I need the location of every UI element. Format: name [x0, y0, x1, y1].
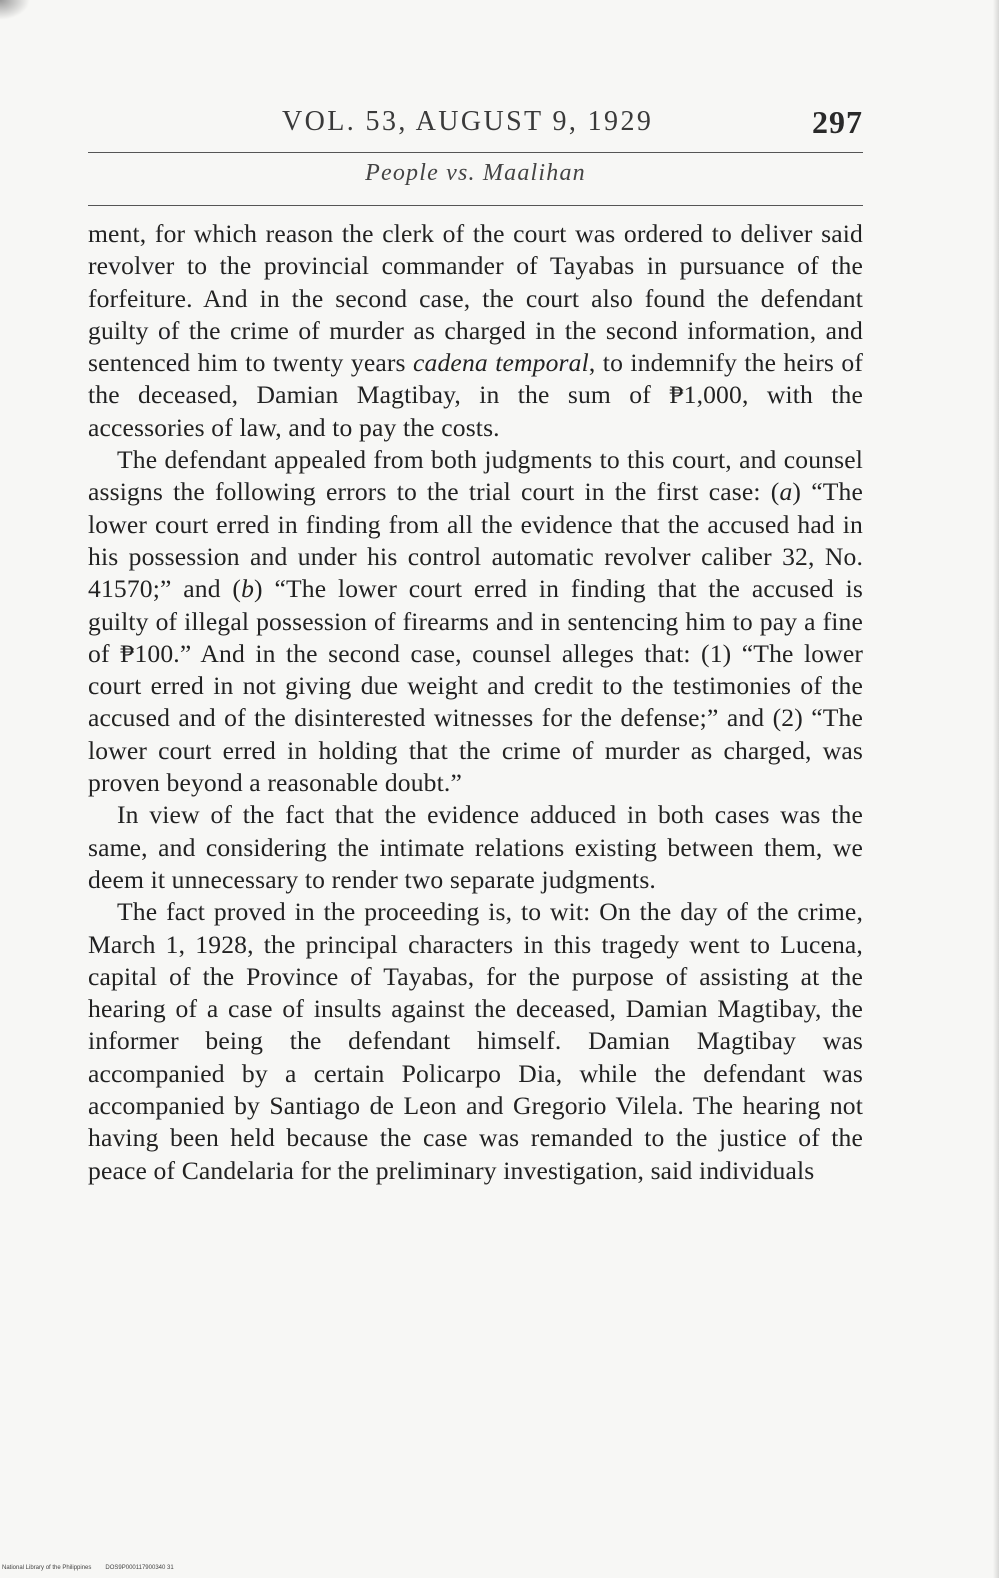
body-text — [88, 218, 863, 1187]
volume-date: VOL. 53, AUGUST 9, 1929 — [282, 106, 654, 137]
paragraph-4: The fact proved in the proceeding is, to wit: On the day of the crime, March 1, 1928, the principal characters in this tragedy went to Lucena, capital of the Province of Tayabas, for the purpose of assisting at the hearing of a case of insults against the deceased, Damian Magtibay, the informer being the defendant himself. Damian Magtibay was accompanied by a certain Policarpo Dia, while the defendant was accompanied by Santiago de Leon and Gregorio Vilela. The hearing not having been held because the case was remanded to the justice of the peace of Candelaria for the preliminary investigation, said individuals — [88, 897, 863, 1185]
page-number: 297 — [812, 104, 863, 140]
case-title: People vs. Maalihan — [365, 160, 586, 186]
footer-code: DOS9P000117900340 31 — [105, 1565, 174, 1571]
header-rule-top — [88, 152, 863, 153]
footer-credit — [2, 1565, 188, 1571]
paragraph-2-letter-a: a — [779, 477, 793, 507]
paragraph-3: In view of the fact that the evidence adduced in both cases was the same, and considering the intimate relations existing between them, we deem it unnecessary to render two separate judgments. — [88, 800, 863, 894]
paragraph-1-text: ment, for which reason the clerk of the court was ordered to deliver said revolver to the provincial commander of Tayabas in pursuance of the forfeiture. And in the second case, the court also found the defendant guilty of the crime of murder as charged in the second information, and sentenced him to twenty years — [88, 219, 863, 378]
scan-corner-shadow — [0, 0, 30, 20]
paragraph-2-text-b: ) “The lower court erred in finding from all the evidence that the accused had in his possession and under his control automatic revolver caliber 32, No. 41570;” and ( — [88, 477, 863, 604]
running-head — [88, 106, 863, 146]
paragraph-1 — [88, 218, 863, 444]
paragraph-2-text-c: ) “The lower court erred in finding that the accused is guilty of illegal possession of firearms and in sentencing him to pay a fine of ₱100.” And in the second case, counsel alleges that: (1) “The lower court erred in not giving due weight and credit to the testimonies of the accused and of the disinterested witnesses for the defense;” and (2) “The lower court erred in holding that the crime of murder as charged, was proven beyond a reasonable doubt.” — [88, 574, 863, 798]
footer-library: National Library of the Philippines — [2, 1565, 92, 1571]
scan-right-edge — [993, 0, 999, 1578]
paragraph-2-letter-b: b — [241, 574, 255, 604]
header-rule-bottom — [88, 205, 863, 206]
paragraph-1-text-end: , to indemnify the heirs of the deceased, Damian Magtibay, in the sum of ₱1,000, with the accessories of law, and to pay the costs. — [88, 348, 863, 442]
paragraph-2-text-a: The defendant appealed from both judgments to this court, and counsel assigns the following errors to the trial court in the first case: ( — [88, 445, 863, 507]
paragraph-1-italic: cadena temporal — [413, 348, 589, 378]
paragraph-2 — [88, 444, 863, 799]
